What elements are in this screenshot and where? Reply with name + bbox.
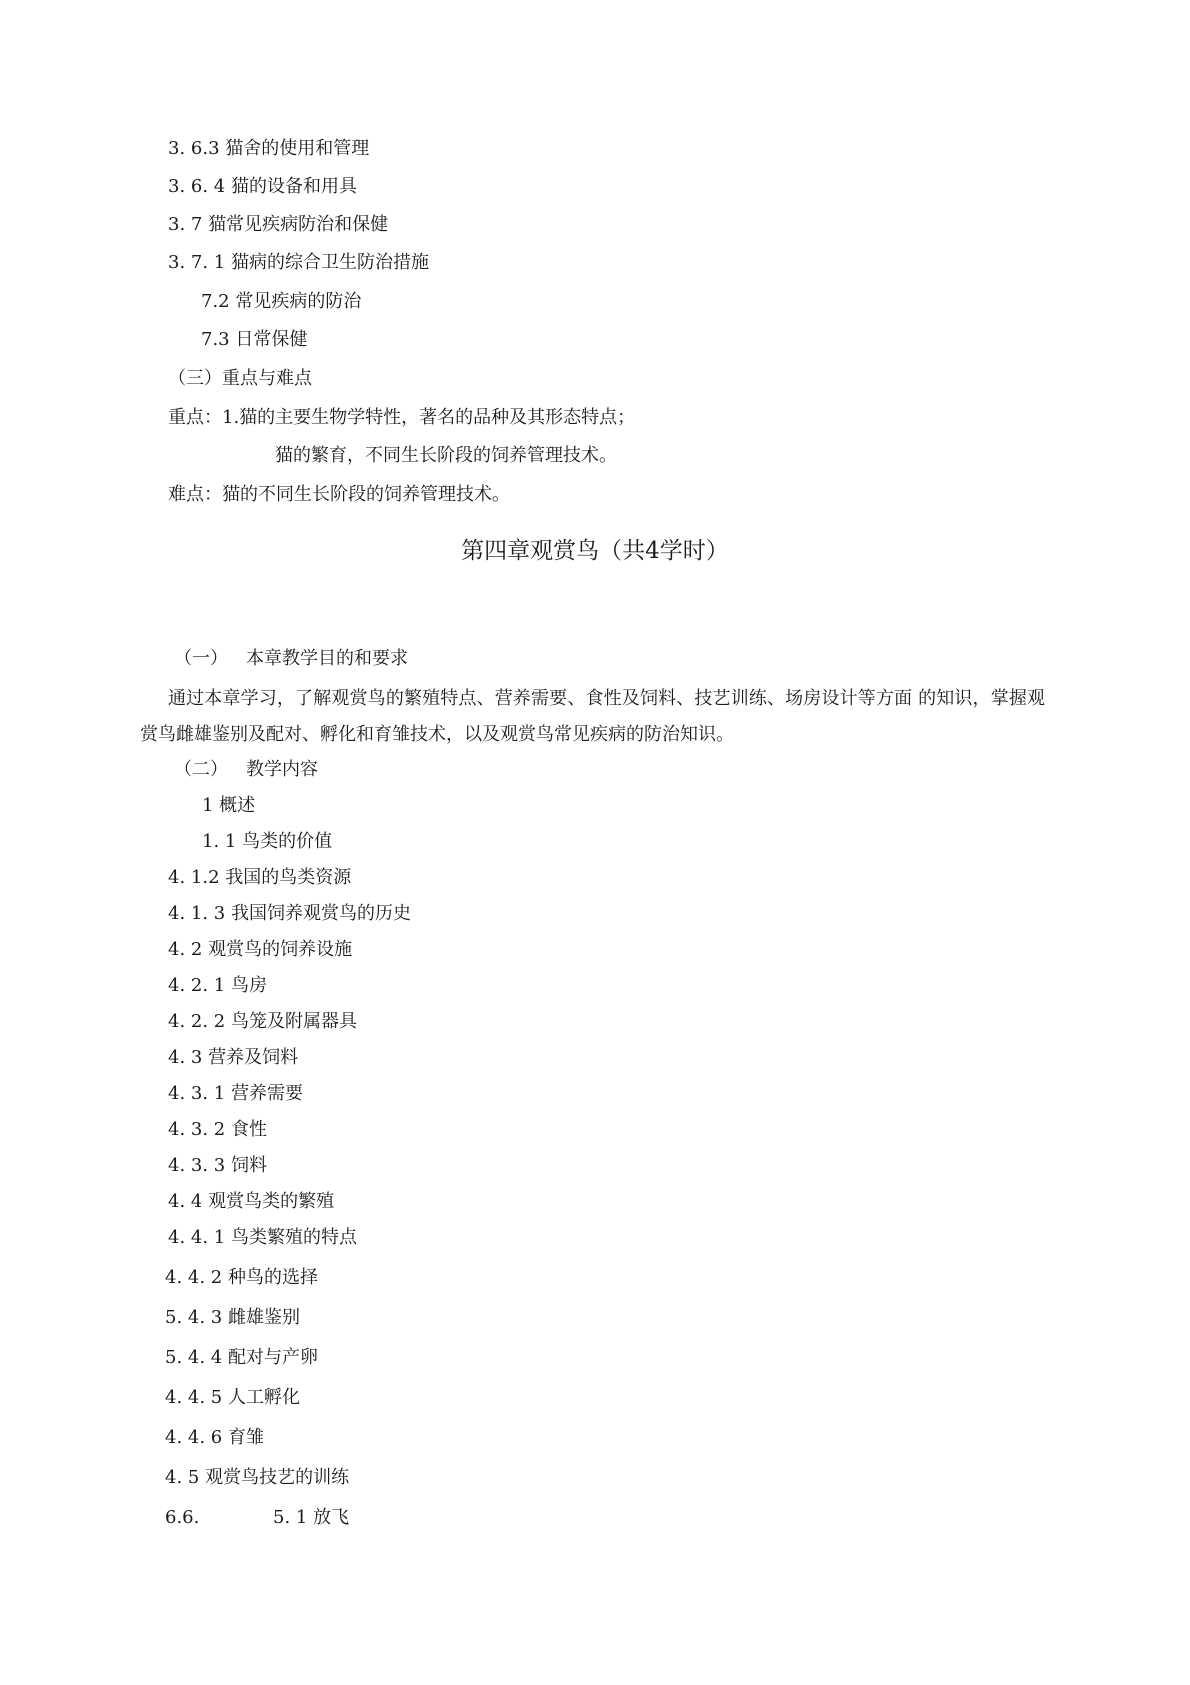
toc-line: 3. 6. 4 猫的设备和用具 — [168, 176, 357, 197]
toc-line-number: 6.6. — [165, 1507, 200, 1528]
intro-paragraph: 通过本章学习，了解观赏鸟的繁殖特点、营养需要、食性及饲料、技艺训练、场房设计等方面 的知识，掌握观赏鸟雌雄鉴别及配对、孵化和育雏技术，以及观赏鸟常见疾病的防治知识。 — [140, 688, 1045, 745]
section-heading: （三）重点与难点 — [168, 368, 312, 389]
toc-line: 4. 3 营养及饲料 — [168, 1047, 299, 1068]
toc-line: 4. 5 观赏鸟技艺的训练 — [165, 1467, 350, 1488]
section-number: （二） — [174, 759, 228, 780]
toc-line: 4. 4. 2 种鸟的选择 — [165, 1267, 318, 1288]
toc-line: 7.2 常见疾病的防治 — [201, 291, 362, 312]
section-label: 本章教学目的和要求 — [246, 648, 408, 669]
toc-line: 3. 7 猫常见疾病防治和保健 — [168, 214, 389, 235]
toc-line: 4. 2. 1 鸟房 — [168, 975, 267, 996]
toc-line: 4. 1.2 我国的鸟类资源 — [168, 867, 352, 888]
toc-line: 4. 4. 5 人工孵化 — [165, 1387, 300, 1408]
toc-line: 3. 6.3 猫舍的使用和管理 — [168, 138, 370, 159]
toc-line: 1. 1 鸟类的价值 — [202, 831, 333, 852]
toc-line: 4. 3. 1 营养需要 — [168, 1083, 303, 1104]
toc-line: 5. 1 放飞 — [273, 1507, 350, 1528]
toc-line: 1 概述 — [202, 795, 256, 816]
key-points: 重点：1.猫的主要生物学特性，著名的品种及其形态特点； — [168, 407, 636, 428]
toc-line: 4. 2. 2 鸟笼及附属器具 — [168, 1011, 357, 1032]
toc-line: 4. 3. 3 饲料 — [168, 1155, 267, 1176]
section-number: （一） — [174, 648, 228, 669]
section-heading — [174, 758, 318, 782]
toc-line: 4. 4 观赏鸟类的繁殖 — [168, 1191, 335, 1212]
section-heading — [174, 647, 408, 671]
toc-line: 4. 2 观赏鸟的饲养设施 — [168, 939, 353, 960]
toc-line: 7.3 日常保健 — [201, 329, 308, 350]
toc-line: 5. 4. 3 雌雄鉴别 — [165, 1307, 300, 1328]
key-points-continued: 猫的繁育，不同生长阶段的饲养管理技术。 — [275, 445, 617, 466]
chapter-title: 第四章观赏鸟（共4学时） — [461, 538, 729, 564]
toc-line: 4. 3. 2 食性 — [168, 1119, 267, 1140]
toc-line: 4. 4. 6 育雏 — [165, 1427, 264, 1448]
toc-line: 5. 4. 4 配对与产卵 — [165, 1347, 318, 1368]
difficult-points: 难点：猫的不同生长阶段的饲养管理技术。 — [168, 484, 510, 505]
section-label: 教学内容 — [246, 759, 318, 780]
toc-line: 4. 4. 1 鸟类繁殖的特点 — [168, 1227, 357, 1248]
toc-line: 3. 7. 1 猫病的综合卫生防治措施 — [168, 252, 429, 273]
toc-line: 4. 1. 3 我国饲养观赏鸟的历史 — [168, 903, 411, 924]
